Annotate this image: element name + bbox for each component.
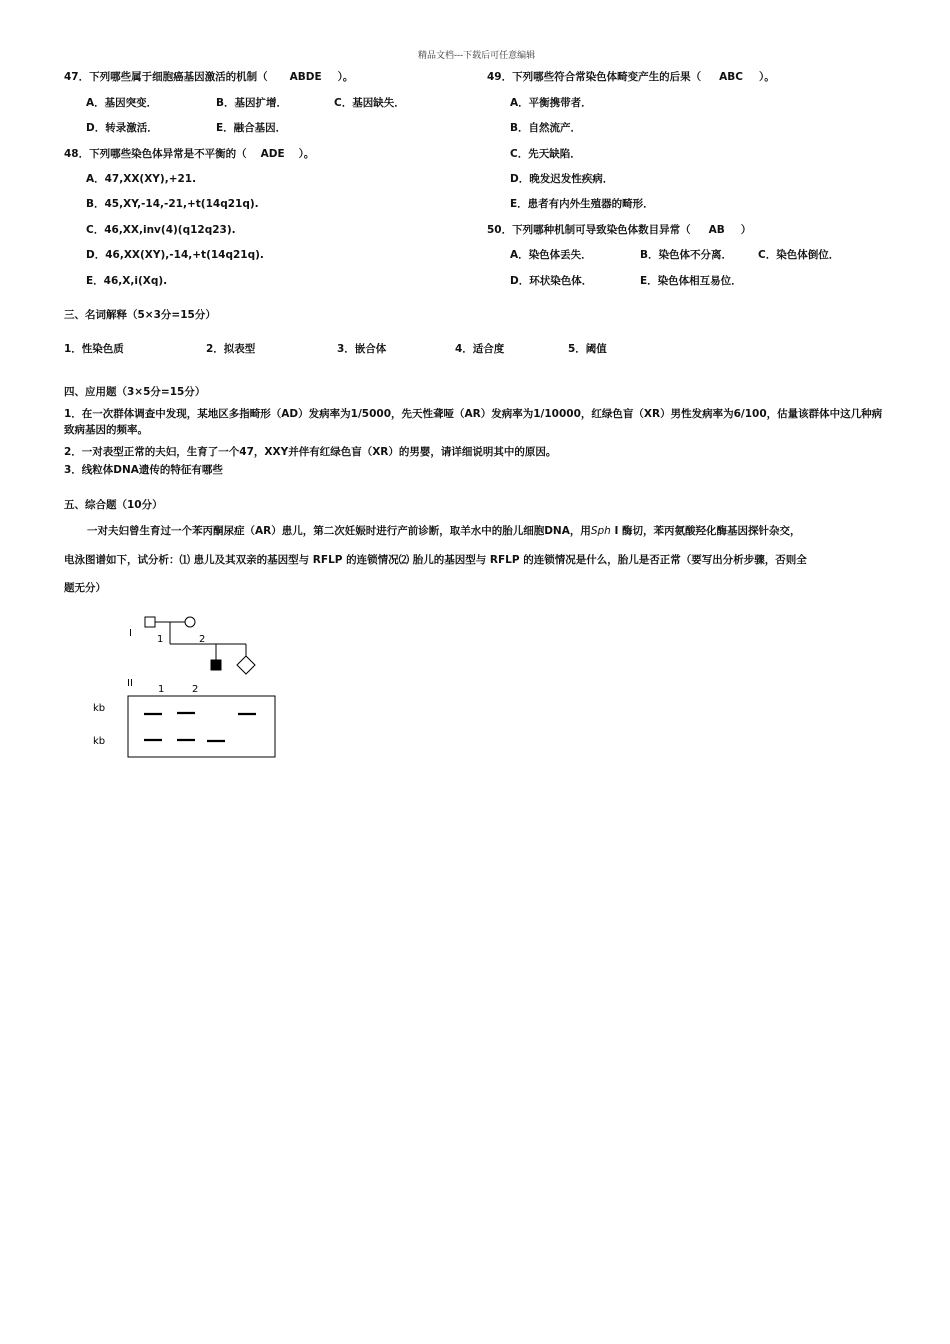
q50-option-d: D．环状染色体．	[510, 275, 593, 287]
q47-option-e: E．融合基因．	[216, 122, 287, 134]
gel-frame	[128, 696, 275, 757]
q49-option-e: E．患者有内外生殖器的畸形．	[510, 198, 654, 210]
q50-option-b: B．染色体不分离．	[640, 249, 733, 261]
q47-answer: ABDE	[289, 71, 322, 83]
section5-text-a: 一对夫妇曾生育过一个苯丙酮尿症（AR）患儿，第二次妊娠时进行产前诊断，取羊水中的胎儿细胞DNA，用	[87, 525, 591, 537]
q49-option-d: D．晚发迟发性疾病．	[510, 173, 614, 185]
page-header: 精品文档---下载后可任意编辑	[418, 51, 536, 61]
individual-2-label: 2	[199, 634, 206, 645]
q47-option-a: A．基因突变．	[86, 97, 158, 109]
q48-option-b: B．45,XY,-14,-21,+t(14q21q).	[86, 198, 259, 210]
q47-stem: 47．下列哪些属于细胞癌基因激活的机制（	[64, 71, 268, 83]
term-4: 4．适合度	[455, 343, 505, 355]
electrophoresis-gel	[93, 684, 275, 757]
q48-close: ）。	[298, 148, 315, 160]
q49-option-c: C．先天缺陷．	[510, 148, 581, 160]
fetus-symbol	[237, 656, 255, 674]
individual-1-label: 1	[157, 634, 164, 645]
q50-close: ）	[740, 224, 752, 236]
father-symbol	[145, 617, 155, 627]
q49-option-b: B．自然流产．	[510, 122, 582, 134]
mother-symbol	[185, 617, 195, 627]
q49-option-a: A．平衡携带者．	[510, 97, 592, 109]
pedigree-diagram	[127, 617, 255, 689]
q48-option-a: A．47,XX(XY),+21.	[86, 173, 197, 185]
lane-1-label: 1	[158, 684, 165, 695]
generation-i-label: I	[129, 628, 132, 639]
q50-option-e: E．染色体相互易位．	[640, 275, 742, 287]
lane-2-label: 2	[192, 684, 199, 695]
q50-option-c: C．染色体倒位．	[758, 249, 840, 261]
q50-stem: 50．下列哪种机制可导致染色体数目异常（	[487, 224, 691, 236]
q47-option-d: D．转录激活．	[86, 122, 158, 134]
generation-ii-label: II	[127, 678, 133, 689]
q48-option-c: C．46,XX,inv(4)(q12q23).	[86, 224, 236, 236]
affected-son-symbol	[211, 660, 221, 670]
section5-paragraph-line3: 题无分）	[64, 582, 106, 594]
section5-text-b: I 酶切，苯丙氨酸羟化酶基因探针杂交，	[610, 525, 801, 537]
q48-option-d: D．46,XX(XY),-14,+t(14q21q).	[86, 249, 264, 261]
kb-label-bottom: kb	[93, 736, 106, 747]
q49-stem: 49．下列哪些符合常染色体畸变产生的后果（	[487, 71, 702, 83]
q48-stem: 48．下列哪些染色体异常是不平衡的（	[64, 148, 247, 160]
q47-close: ）。	[337, 71, 354, 83]
q50-option-a: A．染色体丢失．	[510, 249, 592, 261]
term-1: 1．性染色质	[64, 343, 124, 355]
q47-option-c: C．基因缺失．	[334, 97, 405, 109]
kb-label-top: kb	[93, 703, 106, 714]
q48-answer: ADE	[260, 148, 285, 160]
application-question-3: 3．线粒体DNA遗传的特征有哪些	[64, 464, 223, 476]
q49-close: ）。	[758, 71, 775, 83]
section5-paragraph-line2: 电泳图谱如下，试分析：⑴ 患儿及其双亲的基因型与 RFLP 的连锁情况⑵ 胎儿的基因型与 RFLP 的连锁情况是什么，胎儿是否正常（要写出分析步骤，否则全	[64, 554, 807, 566]
q47-option-b: B．基因扩增．	[216, 97, 288, 109]
enzyme-name: Sph	[590, 525, 611, 537]
section4-title: 四、应用题（3×5分=15分）	[64, 386, 206, 398]
section5-title: 五、综合题（10分）	[64, 499, 163, 511]
q50-answer: AB	[708, 224, 725, 236]
application-question-1: 1．在一次群体调查中发现，某地区多指畸形（AD）发病率为1/5000，先天性聋哑（AR）发病率为1/10000，红绿色盲（XR）男性发病率为6/100，估量该群体中这几种病致病基因的频率。	[64, 408, 883, 436]
term-5: 5．阈值	[568, 343, 607, 355]
q48-option-e: E．46,X,i(Xq).	[86, 275, 168, 287]
section3-title: 三、名词解释（5×3分=15分）	[64, 309, 216, 321]
q49-answer: ABC	[719, 71, 743, 83]
term-2: 2．拟表型	[206, 343, 256, 355]
term-3: 3．嵌合体	[337, 343, 387, 355]
application-question-2: 2．一对表型正常的夫妇，生育了一个47，XXY并伴有红绿色盲（XR）的男婴，请详细说明其中的原因。	[64, 446, 557, 458]
